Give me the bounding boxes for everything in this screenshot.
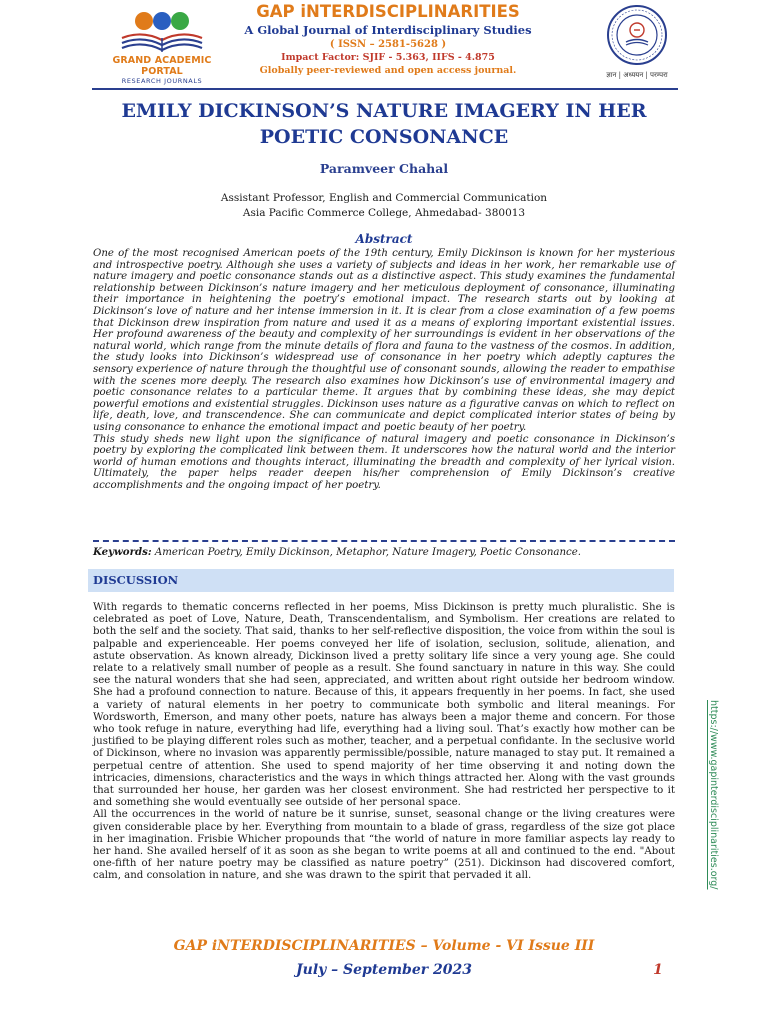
section-header-discussion: [88, 569, 674, 592]
impact-factor: Impact Factor: SJIF - 5.363, IIFS - 4.875: [281, 52, 495, 63]
footer-journal-volume: GAP iNTERDISCIPLINARITIES – Volume - VI Issue III: [173, 938, 595, 954]
discussion-text: [93, 602, 675, 883]
article-author: Paramveer Chahal: [319, 161, 449, 176]
header-divider: [92, 88, 678, 90]
journal-subtitle: A Global Journal of Interdisciplinary Studies: [244, 23, 532, 37]
section-heading: DISCUSSION: [93, 573, 179, 587]
discussion-paragraph-1: With regards to thematic concerns reflected in her poems, Miss Dickinson is pretty much pluralistic. She is celebrated as poet of Love, Nature, Death, Transcendentalism, and Symbolism. Her creations are related to both the self and the society. That said, thanks to her self-reflective disposition, the voice from within the soul is palpable and experienceable. Her poems conveyed her life of isolation, seclusion, solitude, alienation, and astute observation. As known already, Dickinson lived a pretty solitary life since a very young age. She could relate to a relatively small number of people as a result. She found sanctuary in nature in this way. She could see the natural wonders that she had seen, appreciated, and written about right outside her bedroom window. She had a profound connection to nature. Because of this, it appears frequently in her poems. In fact, she used a variety of natural elements in her poetry to communicate both symbolic and literal meanings. For Wordsworth, Emerson, and many other poets, nature has always been a major theme and concern. For those who took refuge in nature, everything had life, everything had a living soul. That’s exactly how mother can be justified to be playing different roles such as mother, teacher, and a perpetual confidante. In the seclusive world of Dickinson, where no invasion was apparently permissible/possible, nature managed to stay put. It remained a perpetual centre of attention. She used to spend majority of her time observing it and noting down the intricacies, dimensions, characteristics and the ways in which things attracted her. Along with the vast grounds that surrounded her house, her garden was her closest environment. She had restricted her perspective to it and something she would eventually see outside of her personal space.: [93, 602, 675, 809]
seal-emblem-icon: [606, 4, 668, 66]
masthead: [238, 2, 538, 77]
journal-title: GAP iNTERDISCIPLINARITIES: [256, 2, 520, 21]
affiliation-line-1: Assistant Professor, English and Commercial Communication: [220, 192, 548, 204]
discussion-paragraph-2: All the occurrences in the world of nature be it sunrise, sunset, seasonal change or the living creatures were given considerable place by her. Everything from mountain to a blade of grass, regardless of the size got place in her imagination. Frisbie Whicher propounds that “the world of nature in more familiar aspects lay ready to her hand. She availed herself of it as soon as she began to write poems at all and continued to the end. "About one-fifth of her nature poetry may be classified as nature poetry” (251). Dickinson had discovered comfort, calm, and consolation in nature, and she was drawn to the spirit that pervaded it all.: [93, 809, 675, 882]
page-number: 1: [653, 962, 663, 978]
abstract-heading: Abstract: [355, 232, 413, 246]
keywords-label: Keywords:: [93, 546, 152, 558]
open-book-logo-icon: [114, 10, 210, 54]
journal-issn: ( ISSN – 2581-5628 ): [329, 39, 447, 50]
publisher-name: GRAND ACADEMIC PORTAL: [112, 55, 212, 77]
publisher-subtitle: RESEARCH JOURNALS: [121, 77, 203, 85]
abstract-text: [93, 248, 675, 491]
seal-tagline: ज्ञान | अध्ययन | परम्परा: [606, 71, 668, 79]
journal-website-url[interactable]: https://www.gapinterdisciplinarities.org/: [708, 700, 719, 890]
article-title: EMILY DICKINSON’S NATURE IMAGERY IN HER POETIC CONSONANCE: [121, 100, 647, 148]
keywords-list: American Poetry, Emily Dickinson, Metaphor, Nature Imagery, Poetic Consonance.: [151, 547, 581, 558]
abstract-paragraph-2: This study sheds new light upon the significance of natural imagery and poetic consonance in Dickinson’s poetry by exploring the complicated link between them. It underscores how the natural world and the interior world of human emotions and thoughts interact, illuminating the breadth and complexity of her lyrical vision. Ultimately, the paper helps reader deepen his/her comprehension of Emily Dickinson’s creative accomplishments and the ongoing impact of her poetry.: [93, 433, 675, 491]
publisher-logo: [94, 10, 230, 85]
footer-date: July – September 2023: [296, 962, 472, 978]
journal-website-link[interactable]: [708, 700, 728, 930]
abstract-divider: [93, 540, 675, 542]
abstract-paragraph-1: One of the most recognised American poets of the 19th century, Emily Dickinson is known for her mysterious and introspective poetry. Although she uses a variety of subjects and ideas in her work, her remarkable use of nature imagery and poetic consonance stands out as a distinctive aspect. This study examines the fundamental relationship between Dickinson’s nature imagery and her meticulous deployment of consonance, illuminating their importance in heightening the poetry’s emotional impact. The research starts out by looking at Dickinson’s love of nature and her intense immersion in it. It is clear from a close examination of a few poems that Dickinson drew inspiration from nature and used it as a means of exploring important existential issues. Her profound awareness of the beauty and complexity of her surroundings is evident in her observations of the natural world, which range from the minute details of flora and fauna to the vastness of the cosmos. In addition, the study looks into Dickinson’s widespread use of consonance in her poetry which adeptly captures the sensory experience of nature through the thoughtful use of consonant sounds, allowing the reader to empathise with the scenes more deeply. The research also examines how Dickinson’s use of environmental imagery and poetic consonance relates to a particular theme. It argues that by combining these ideas, she may depict powerful emotions and existential struggles. Dickinson uses nature as a figurative canvas on which to reflect on life, death, love, and transcendence. She can communicate and depict complicated interior states of being by using consonance to enhance the emotional impact and poetic beauty of her poetry.: [93, 248, 675, 433]
peer-review-note: Globally peer-reviewed and open access journal.: [259, 65, 517, 76]
keywords-line: [93, 546, 675, 558]
journal-seal: [604, 4, 670, 80]
affiliation-line-2: Asia Pacific Commerce College, Ahmedabad- 380013: [242, 207, 526, 219]
author-affiliation: [134, 191, 634, 221]
